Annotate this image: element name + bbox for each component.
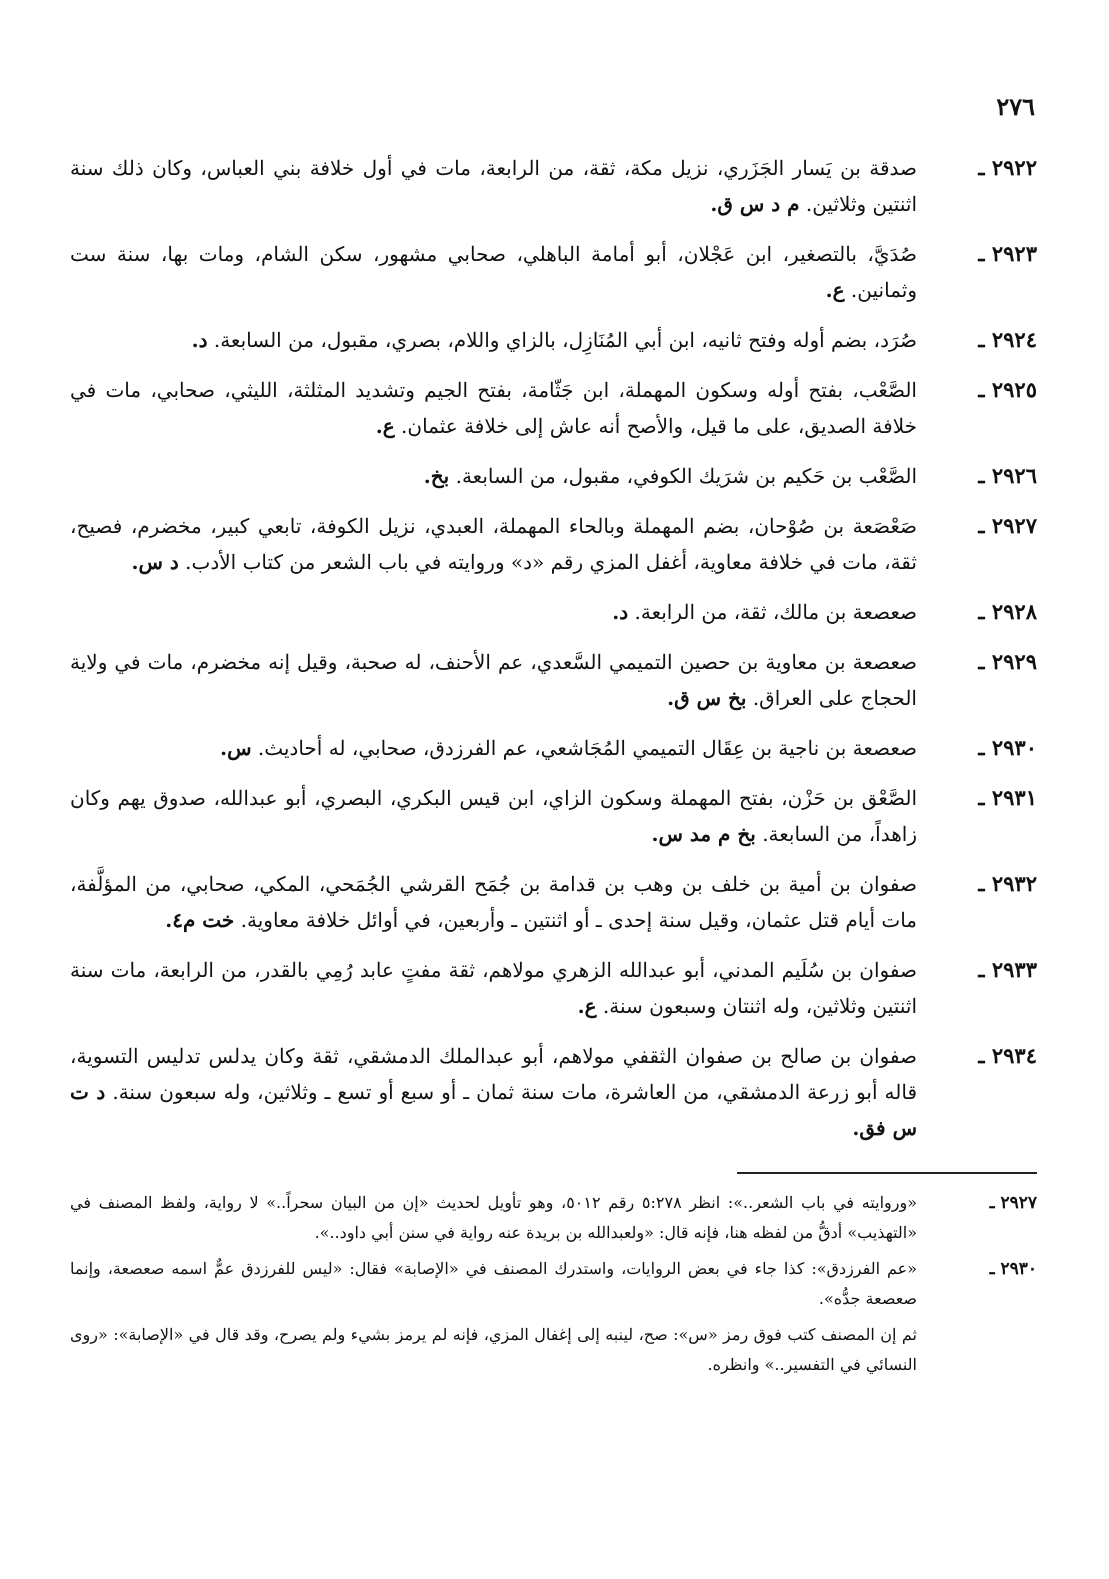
entry-body: صَعْصَعة بن صُوْحان، بضم المهملة وبالحاء المهملة، العبدي، نزيل الكوفة، تابعي كبير، مخضرم، فصيح، ثقة، مات في خلافة معاوية، أغفل المزي رقم «د» وروايته في باب الشعر من كتاب الأدب.	[70, 514, 917, 574]
entry-symbols: خت م٤.	[165, 908, 235, 932]
entry-2928	[70, 594, 1037, 630]
entry-body: صُرَد، بضم أوله وفتح ثانيه، ابن أبي المُنَازِل، بالزاي واللام، بصري، مقبول، من السابعة.	[213, 328, 917, 352]
entry-body: صُدَيَّ، بالتصغير، ابن عَجْلان، أبو أمامة الباهلي، صحابي مشهور، سكن الشام، ومات بها، سنة ست وثمانين.	[70, 242, 917, 302]
entry-body: صدقة بن يَسار الجَزَري، نزيل مكة، ثقة، من الرابعة، مات في أول خلافة بني العباس، وكان ذلك سنة اثنتين وثلاثين.	[70, 156, 917, 216]
entry-symbols: د ت س فق.	[70, 1080, 917, 1140]
entry-2930	[70, 730, 1037, 766]
entry-symbols: د.	[191, 328, 208, 352]
entry-2929	[70, 644, 1037, 716]
entry-number: ٢٩٢٩ ـ	[978, 649, 1037, 674]
entry-symbols: ع.	[577, 994, 597, 1018]
footnote-separator	[737, 1172, 1037, 1174]
entry-number: ٢٩٢٦ ـ	[978, 463, 1037, 488]
entry-number: ٢٩٣١ ـ	[978, 785, 1037, 810]
entry-text	[70, 322, 917, 358]
entry-number: ٢٩٣٣ ـ	[978, 957, 1037, 982]
footnote-number: ٢٩٣٠ ـ	[989, 1259, 1037, 1279]
entry-text	[70, 952, 917, 1024]
entry-2927	[70, 508, 1037, 580]
entry-2931	[70, 780, 1037, 852]
entry-number: ٢٩٣٠ ـ	[978, 735, 1037, 760]
entry-2933	[70, 952, 1037, 1024]
entry-number: ٢٩٣٤ ـ	[978, 1043, 1037, 1068]
entry-body: الصَّعْق بن حَزْن، بفتح المهملة وسكون الزاي، ابن قيس البكري، البصري، أبو عبدالله، صدوق يهم وكان زاهداً، من السابعة.	[70, 786, 917, 846]
entry-symbols: ع.	[375, 414, 395, 438]
entry-body: صعصعة بن معاوية بن حصين التميمي السَّعدي، عم الأحنف، له صحبة، وقيل إنه مخضرم، مات في ولاية الحجاج على العراق.	[70, 650, 917, 710]
entry-2926	[70, 458, 1037, 494]
entry-body: صعصعة بن مالك، ثقة، من الرابعة.	[634, 600, 917, 624]
entry-text	[70, 1038, 917, 1146]
entry-number: ٢٩٢٢ ـ	[978, 155, 1037, 180]
entry-text	[70, 780, 917, 852]
entry-number: ٢٩٢٣ ـ	[978, 241, 1037, 266]
page-number: ٢٧٦	[996, 92, 1035, 121]
entry-symbols: بخ.	[423, 464, 450, 488]
entry-2925	[70, 372, 1037, 444]
entry-symbols: س.	[220, 736, 252, 760]
entry-body: صفوان بن صالح بن صفوان الثقفي مولاهم، أبو عبدالملك الدمشقي، ثقة وكان يدلس تدليس التسوية، قاله أبو زرعة الدمشقي، من العاشرة، مات سنة ثمان ـ أو سبع أو تسع ـ وثلاثين، وله سبعون سنة.	[70, 1044, 918, 1104]
footnote-text: «وروايته في باب الشعر..»: انظر ٥:٢٧٨ رقم ٥٠١٢، وهو تأويل لحديث «إن من البيان سحراً..» لا رواية، ولفظ المصنف في «التهذيب» أدقُّ من لفظه هنا، فإنه قال: «ولعبدالله بن بريدة عنه رواية في سنن أبي داود..».	[70, 1193, 917, 1242]
entry-number: ٢٩٢٧ ـ	[978, 513, 1037, 538]
entry-number: ٢٩٢٤ ـ	[978, 327, 1037, 352]
entry-body: الصَّعْب بن حَكيم بن شرَيك الكوفي، مقبول، من السابعة.	[455, 464, 917, 488]
entries-list	[70, 150, 1037, 1146]
footnote-number: ٢٩٢٧ ـ	[989, 1193, 1037, 1213]
footnotes-section	[70, 1188, 1037, 1380]
entry-2924	[70, 322, 1037, 358]
entry-text	[70, 866, 917, 938]
entry-body: صفوان بن سُلَيم المدني، أبو عبدالله الزهري مولاهم، ثقة مفتٍ عابد رُمِي بالقدر، من الرابعة، مات سنة اثنتين وثلاثين، وله اثنتان وسبعون سنة.	[70, 958, 917, 1018]
entry-text	[70, 508, 917, 580]
entry-body: صفوان بن أمية بن خلف بن وهب بن قدامة بن جُمَح القرشي الجُمَحي، المكي، صحابي، من المؤلَّفة، مات أيام قتل عثمان، وقيل سنة إحدى ـ أو اثنتين ـ وأربعين، في أوائل خلافة معاوية.	[70, 872, 917, 932]
entry-number: ٢٩٣٢ ـ	[978, 871, 1037, 896]
entry-number: ٢٩٢٨ ـ	[978, 599, 1037, 624]
entry-2934	[70, 1038, 1037, 1146]
entry-text	[70, 730, 917, 766]
entry-text	[70, 150, 917, 222]
entry-symbols: بخ م مد س.	[651, 822, 756, 846]
entry-text	[70, 458, 917, 494]
entry-body: الصَّعْب، بفتح أوله وسكون المهملة، ابن جَثّامة، بفتح الجيم وتشديد المثلثة، الليثي، صحابي، مات في خلافة الصديق، على ما قيل، والأصح أنه عاش إلى خلافة عثمان.	[70, 378, 917, 438]
footnote-2927	[70, 1188, 1037, 1248]
entry-number: ٢٩٢٥ ـ	[978, 377, 1037, 402]
entry-text	[70, 594, 917, 630]
entry-2923	[70, 236, 1037, 308]
entry-2932	[70, 866, 1037, 938]
entry-text	[70, 236, 917, 308]
entry-symbols: م د س ق.	[710, 192, 800, 216]
footnote-text: «عم الفرزدق»: كذا جاء في بعض الروايات، واستدرك المصنف في «الإصابة» فقال: «ليس للفرزدق عمٌّ اسمه صعصعة، وإنما صعصعة جدُّه».	[70, 1259, 917, 1308]
entry-symbols: د س.	[131, 550, 179, 574]
entry-text	[70, 372, 917, 444]
entry-body: صعصعة بن ناجية بن عِقَال التميمي المُجَاشعي، عم الفرزدق، صحابي، له أحاديث.	[257, 736, 917, 760]
footnote-continuation: ثم إن المصنف كتب فوق رمز «س»: صح، لينبه إلى إغفال المزي، فإنه لم يرمز بشيء ولم يصرح، وقد قال في «الإصابة»: «روى النسائي في التفسير..» وانظره.	[70, 1325, 917, 1374]
entry-symbols: ع.	[825, 278, 845, 302]
entry-symbols: د.	[612, 600, 629, 624]
footnote-2930	[70, 1254, 1037, 1314]
entry-symbols: بخ س ق.	[667, 686, 747, 710]
entry-text	[70, 644, 917, 716]
entry-2922	[70, 150, 1037, 222]
